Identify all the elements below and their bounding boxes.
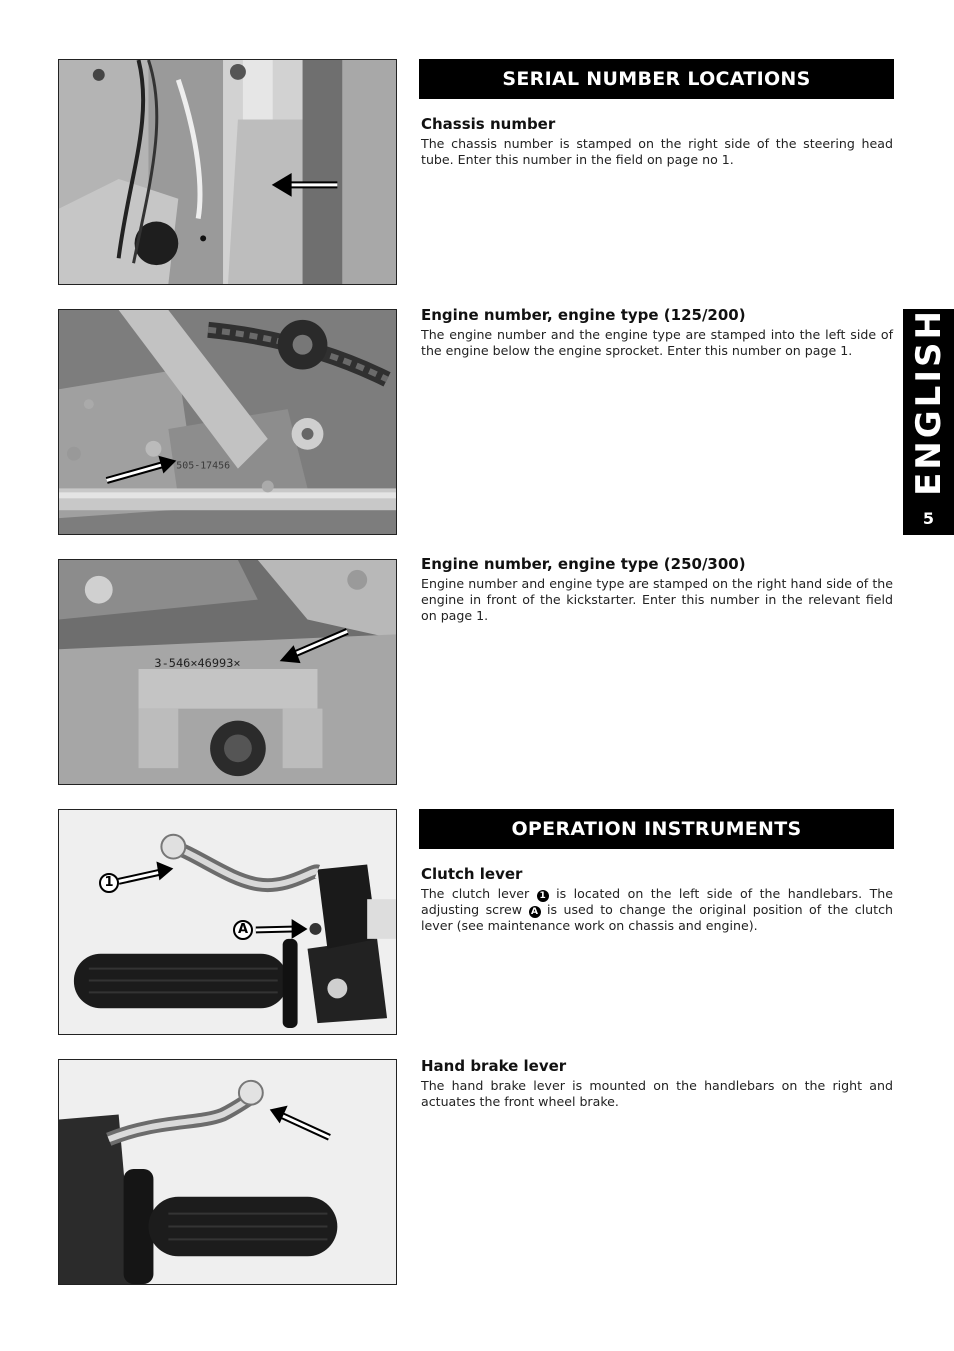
language-side-tab: [903, 309, 954, 535]
hand-brake-lever-title: Hand brake lever: [421, 1057, 567, 1075]
callout-a-icon: A: [529, 906, 541, 918]
chassis-number-title: Chassis number: [421, 115, 556, 133]
clutch-lever-photo: [58, 809, 397, 1035]
engine-number-250-section: [421, 555, 893, 624]
chassis-number-section: [421, 115, 893, 168]
engine-stamp-250: 3-546×46993×: [154, 656, 241, 671]
chassis-number-text: The chassis number is stamped on the right side of the steering head tube. Enter this number in the field on page no 1.: [421, 136, 893, 167]
chassis-number-photo: [58, 59, 397, 285]
clutch-text-part-3: is used to change the original position of the clutch lever (see maintenance work on chassis and engine).: [421, 902, 893, 933]
page-number: 5: [922, 509, 935, 528]
clutch-lever-section: [421, 865, 893, 934]
engine-number-125-section: [421, 306, 893, 359]
hand-brake-lever-photo: [58, 1059, 397, 1285]
language-label: ENGLISH: [908, 308, 949, 496]
callout-marker-1: 1: [99, 873, 119, 893]
clutch-text-part-2: is located on the left side of the handlebars. The adjusting screw: [421, 886, 893, 917]
hand-brake-lever-section: [421, 1057, 893, 1110]
hand-brake-lever-text: The hand brake lever is mounted on the handlebars on the right and actuates the front wheel brake.: [421, 1078, 893, 1109]
engine-stamp-125: 505-17456: [176, 460, 231, 472]
engine-number-250-text: Engine number and engine type are stamped on the right hand side of the engine in front of the kickstarter. Enter this number in the relevant field on page 1.: [421, 576, 893, 623]
engine-number-125-title: Engine number, engine type (125/200): [421, 306, 746, 324]
callout-marker-a: A: [233, 920, 253, 940]
engine-number-125-photo: [58, 309, 397, 535]
engine-number-250-title: Engine number, engine type (250/300): [421, 555, 746, 573]
clutch-lever-text: [421, 886, 893, 934]
clutch-text-part-1: The clutch lever: [421, 886, 537, 901]
operation-instruments-heading: OPERATION INSTRUMENTS: [419, 809, 894, 849]
callout-1-icon: 1: [537, 890, 549, 902]
engine-number-250-photo: [58, 559, 397, 785]
engine-number-125-text: The engine number and the engine type are stamped into the left side of the engine below the engine sprocket. Enter this number on page 1.: [421, 327, 893, 358]
clutch-lever-title: Clutch lever: [421, 865, 523, 883]
serial-number-locations-heading: SERIAL NUMBER LOCATIONS: [419, 59, 894, 99]
